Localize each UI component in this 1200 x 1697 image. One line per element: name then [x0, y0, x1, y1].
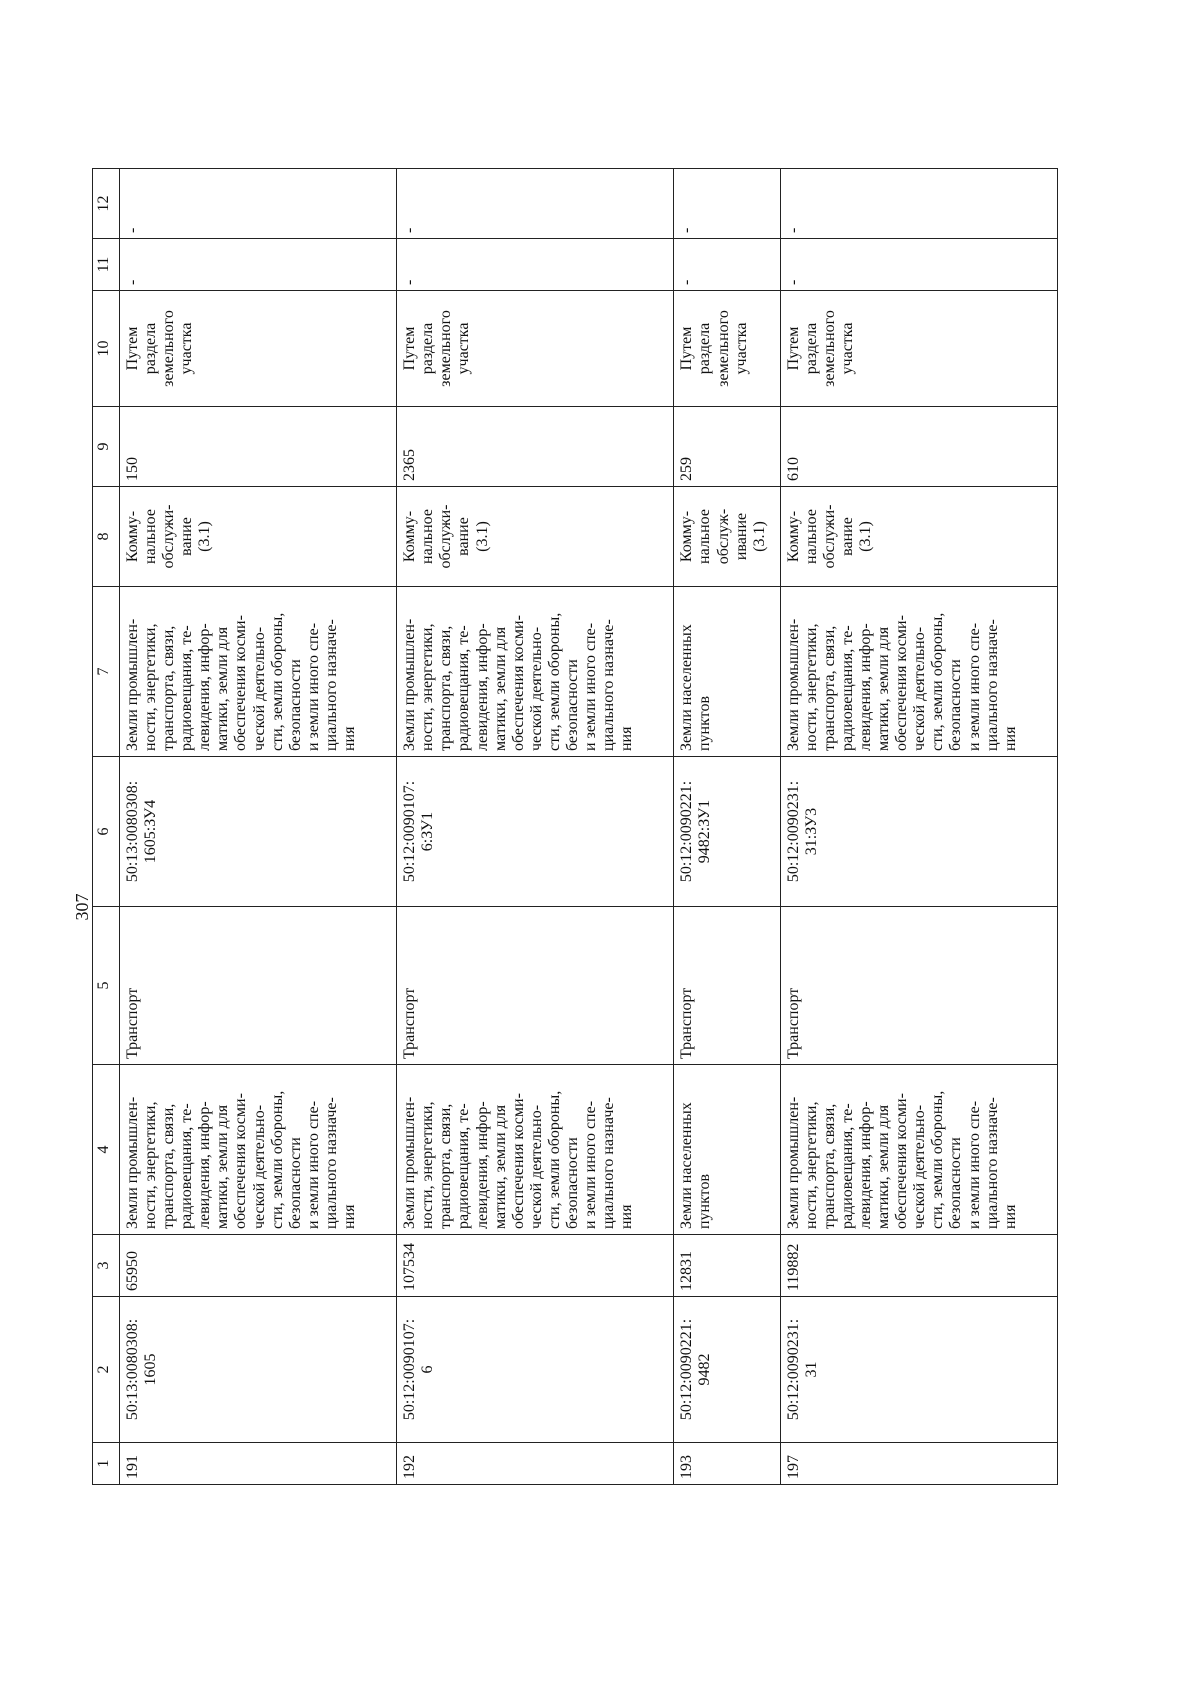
new-area-cell: 2365 [397, 407, 674, 487]
column-header: 1 [93, 1443, 120, 1485]
column-header: 9 [93, 407, 120, 487]
permitted-use-cell: Транспорт [780, 907, 1057, 1065]
column-12-cell: - [780, 169, 1057, 239]
new-cadastral-number-cell: 50:13:0080308: 1605:ЗУ4 [120, 757, 397, 907]
new-area-cell: 610 [780, 407, 1057, 487]
formation-method-cell: Путем раздела земельного участка [674, 291, 780, 407]
new-cadastral-number-cell: 50:12:0090221: 9482:ЗУ1 [674, 757, 780, 907]
cadastral-number-cell: 50:12:0090221: 9482 [674, 1297, 780, 1443]
cadastral-number-cell: 50:12:0090231: 31 [780, 1297, 1057, 1443]
new-land-category-cell: Земли населенных пунктов [674, 587, 780, 757]
column-header: 7 [93, 587, 120, 757]
new-land-category-cell: Земли промышлен- ности, энергетики, транспорта, связи, радиовещания, те- левидения, инфор- матики, земли для обеспечения косми- ческой деятельно- сти, земли обороны, безопасности и земли иного спе- циального назначе- ния [397, 587, 674, 757]
new-permitted-use-cell: Комму- нальное обслужи- вание (3.1) [120, 487, 397, 587]
column-header: 8 [93, 487, 120, 587]
land-category-cell: Земли промышлен- ности, энергетики, транспорта, связи, радиовещания, те- левидения, инфор- матики, земли для обеспечения косми- ческой деятельно- сти, земли обороны, безопасности и земли иного спе- циального назначе- ния [120, 1065, 397, 1235]
column-header: 5 [93, 907, 120, 1065]
column-11-cell: - [780, 239, 1057, 291]
area-cell: 107534 [397, 1235, 674, 1297]
table-row [120, 169, 397, 1485]
row-number-cell: 191 [120, 1443, 397, 1485]
column-11-cell: - [397, 239, 674, 291]
new-area-cell: 150 [120, 407, 397, 487]
document-page [0, 117, 1200, 1697]
land-category-cell: Земли промышлен- ности, энергетики, транспорта, связи, радиовещания, те- левидения, инфор- матики, земли для обеспечения косми- ческой деятельно- сти, земли обороны, безопасности и земли иного спе- циального назначе- ния [397, 1065, 674, 1235]
page-number: 307 [72, 893, 92, 921]
row-number-cell: 197 [780, 1443, 1057, 1485]
new-permitted-use-cell: Комму- нальное обслужи- вание (3.1) [397, 487, 674, 587]
table-row [674, 169, 780, 1485]
cadastral-number-cell: 50:13:0080308: 1605 [120, 1297, 397, 1443]
column-number-row [93, 169, 120, 1485]
new-area-cell: 259 [674, 407, 780, 487]
land-plots-table [92, 168, 1058, 1485]
column-header: 4 [93, 1065, 120, 1235]
new-permitted-use-cell: Комму- нальное обслужи- вание (3.1) [780, 487, 1057, 587]
permitted-use-cell: Транспорт [674, 907, 780, 1065]
area-cell: 65950 [120, 1235, 397, 1297]
new-land-category-cell: Земли промышлен- ности, энергетики, транспорта, связи, радиовещания, те- левидения, инфор- матики, земли для обеспечения косми- ческой деятельно- сти, земли обороны, безопасности и земли иного спе- циального назначе- ния [120, 587, 397, 757]
permitted-use-cell: Транспорт [120, 907, 397, 1065]
land-category-cell: Земли населенных пунктов [674, 1065, 780, 1235]
column-header: 3 [93, 1235, 120, 1297]
table-row [780, 169, 1057, 1485]
column-header: 2 [93, 1297, 120, 1443]
column-header: 11 [93, 239, 120, 291]
table-body [120, 169, 1058, 1485]
row-number-cell: 192 [397, 1443, 674, 1485]
new-cadastral-number-cell: 50:12:0090231: 31:ЗУ3 [780, 757, 1057, 907]
column-12-cell: - [120, 169, 397, 239]
formation-method-cell: Путем раздела земельного участка [397, 291, 674, 407]
permitted-use-cell: Транспорт [397, 907, 674, 1065]
row-number-cell: 193 [674, 1443, 780, 1485]
column-11-cell: - [120, 239, 397, 291]
new-cadastral-number-cell: 50:12:0090107: 6:ЗУ1 [397, 757, 674, 907]
table-row [397, 169, 674, 1485]
column-11-cell: - [674, 239, 780, 291]
area-cell: 12831 [674, 1235, 780, 1297]
column-header: 10 [93, 291, 120, 407]
column-header: 6 [93, 757, 120, 907]
formation-method-cell: Путем раздела земельного участка [780, 291, 1057, 407]
column-header: 12 [93, 169, 120, 239]
land-category-cell: Земли промышлен- ности, энергетики, транспорта, связи, радиовещания, те- левидения, инфор- матики, земли для обеспечения косми- ческой деятельно- сти, земли обороны, безопасности и земли иного спе- циального назначе- ния [780, 1065, 1057, 1235]
formation-method-cell: Путем раздела земельного участка [120, 291, 397, 407]
new-permitted-use-cell: Комму- нальное обслуж- ивание (3.1) [674, 487, 780, 587]
area-cell: 119882 [780, 1235, 1057, 1297]
new-land-category-cell: Земли промышлен- ности, энергетики, транспорта, связи, радиовещания, те- левидения, инфор- матики, земли для обеспечения косми- ческой деятельно- сти, земли обороны, безопасности и земли иного спе- циального назначе- ния [780, 587, 1057, 757]
cadastral-number-cell: 50:12:0090107: 6 [397, 1297, 674, 1443]
column-12-cell: - [397, 169, 674, 239]
column-12-cell: - [674, 169, 780, 239]
